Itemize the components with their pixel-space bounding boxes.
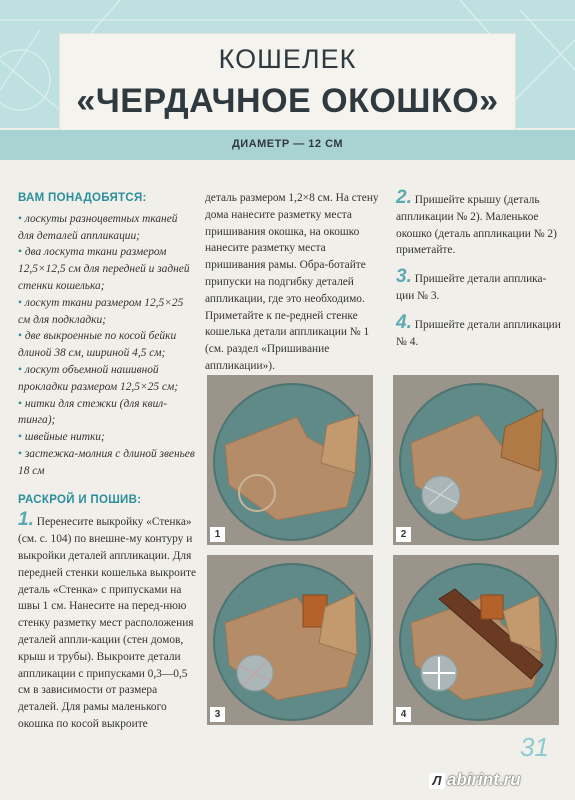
- step-3: [396, 266, 564, 305]
- title-banner: [0, 0, 575, 128]
- step-4: [396, 311, 564, 351]
- materials-heading: ВАМ ПОНАДОБЯТСЯ:: [18, 192, 147, 204]
- list-item: • два лоскута ткани размером 12,5×12,5 см для передней и задней стенки кошелька;: [18, 246, 190, 292]
- step-2: [396, 187, 564, 259]
- step-1: [18, 509, 197, 732]
- step-1-continued: деталь размером 1,2×8 см. На стену дома нанесите разметку места пришивания окошка, на окошко нанесите разметку места пришивания рамы. Обра-ботайте припуски на подгибку деталей аппликации, где это необходимо. Приметайте к пе-редней стенке кошелька детали аппликации № 1 (см. раздел «Пришивание аппликации»).: [205, 192, 379, 372]
- cutting-heading: РАСКРОЙ И ПОШИВ:: [18, 493, 142, 506]
- title-box: [60, 34, 515, 130]
- list-item: • лоскуты разноцветных тканей для деталей аппликации;: [18, 212, 178, 242]
- photo-label: 2: [396, 527, 411, 542]
- list-item: • две выкроенные по косой бейки длиной 38 см, шириной 4,5 см;: [18, 330, 177, 360]
- step-number: 2.: [396, 187, 412, 208]
- diameter-label: ДИАМЕТР — 12 СМ: [231, 138, 344, 150]
- step-text: Пришейте детали апплика-ции № 3.: [396, 273, 547, 302]
- labirint-logo-icon: Л: [429, 773, 445, 789]
- list-item: • лоскут ткани размером 12,5×25 см для подкладки;: [18, 296, 184, 326]
- materials-list: [18, 211, 196, 480]
- list-item: • швейные нитки;: [18, 431, 105, 444]
- step-text: Пришейте крышу (деталь аппликации № 2). Маленькое окошко (деталь аппликации № 2) приметайте.: [396, 194, 557, 257]
- step-number: 4.: [396, 311, 412, 333]
- list-item: • лоскут объемной нашивной прокладки размером 12,5×25 см;: [18, 363, 179, 393]
- step-photo-4: [393, 555, 559, 725]
- list-item: • застежка-молния с длиной звеньев 18 см: [18, 447, 195, 477]
- step-text: Перенесите выкройку «Стенка» (см. с. 104) по внешне-му контуру и выкройки деталей аппликации. Для передней стенки кошелька выкроите деталь «Стенка» с припусками на швы 1 см. Нанесите на перед-нюю стенку разметку мест расположения деталей аппли-кации (стен домов, крыш и трубы). Выкроите детали аппликации с припусками 0,3—0,5 см в зависимости от размера деталей. Для рамы маленького окошка по косой выкроите: [18, 516, 197, 730]
- photo-label: 3: [210, 707, 225, 722]
- page-title: «ЧЕРДАЧНОЕ ОКОШКО»: [76, 82, 499, 120]
- middle-column: [205, 190, 380, 375]
- page-subtitle: КОШЕЛЕК: [218, 44, 357, 74]
- watermark: [429, 770, 521, 790]
- step-number: 1.: [18, 509, 34, 531]
- list-item: • нитки для стежки (для квил-тинга);: [18, 397, 168, 427]
- diameter-bar: [0, 130, 575, 160]
- steps-column: [396, 187, 564, 360]
- step-photo-2: [393, 375, 559, 545]
- page-number: 31: [520, 732, 549, 762]
- watermark-text: abirint.ru: [447, 770, 521, 789]
- photo-label: 4: [396, 707, 411, 722]
- step-photo-1: [207, 375, 373, 545]
- step-photo-3: [207, 555, 373, 725]
- step-text: Пришейте детали аппликации № 4.: [396, 318, 561, 348]
- step-number: 3.: [396, 266, 412, 288]
- materials-column: [18, 190, 196, 733]
- photo-label: 1: [210, 527, 225, 542]
